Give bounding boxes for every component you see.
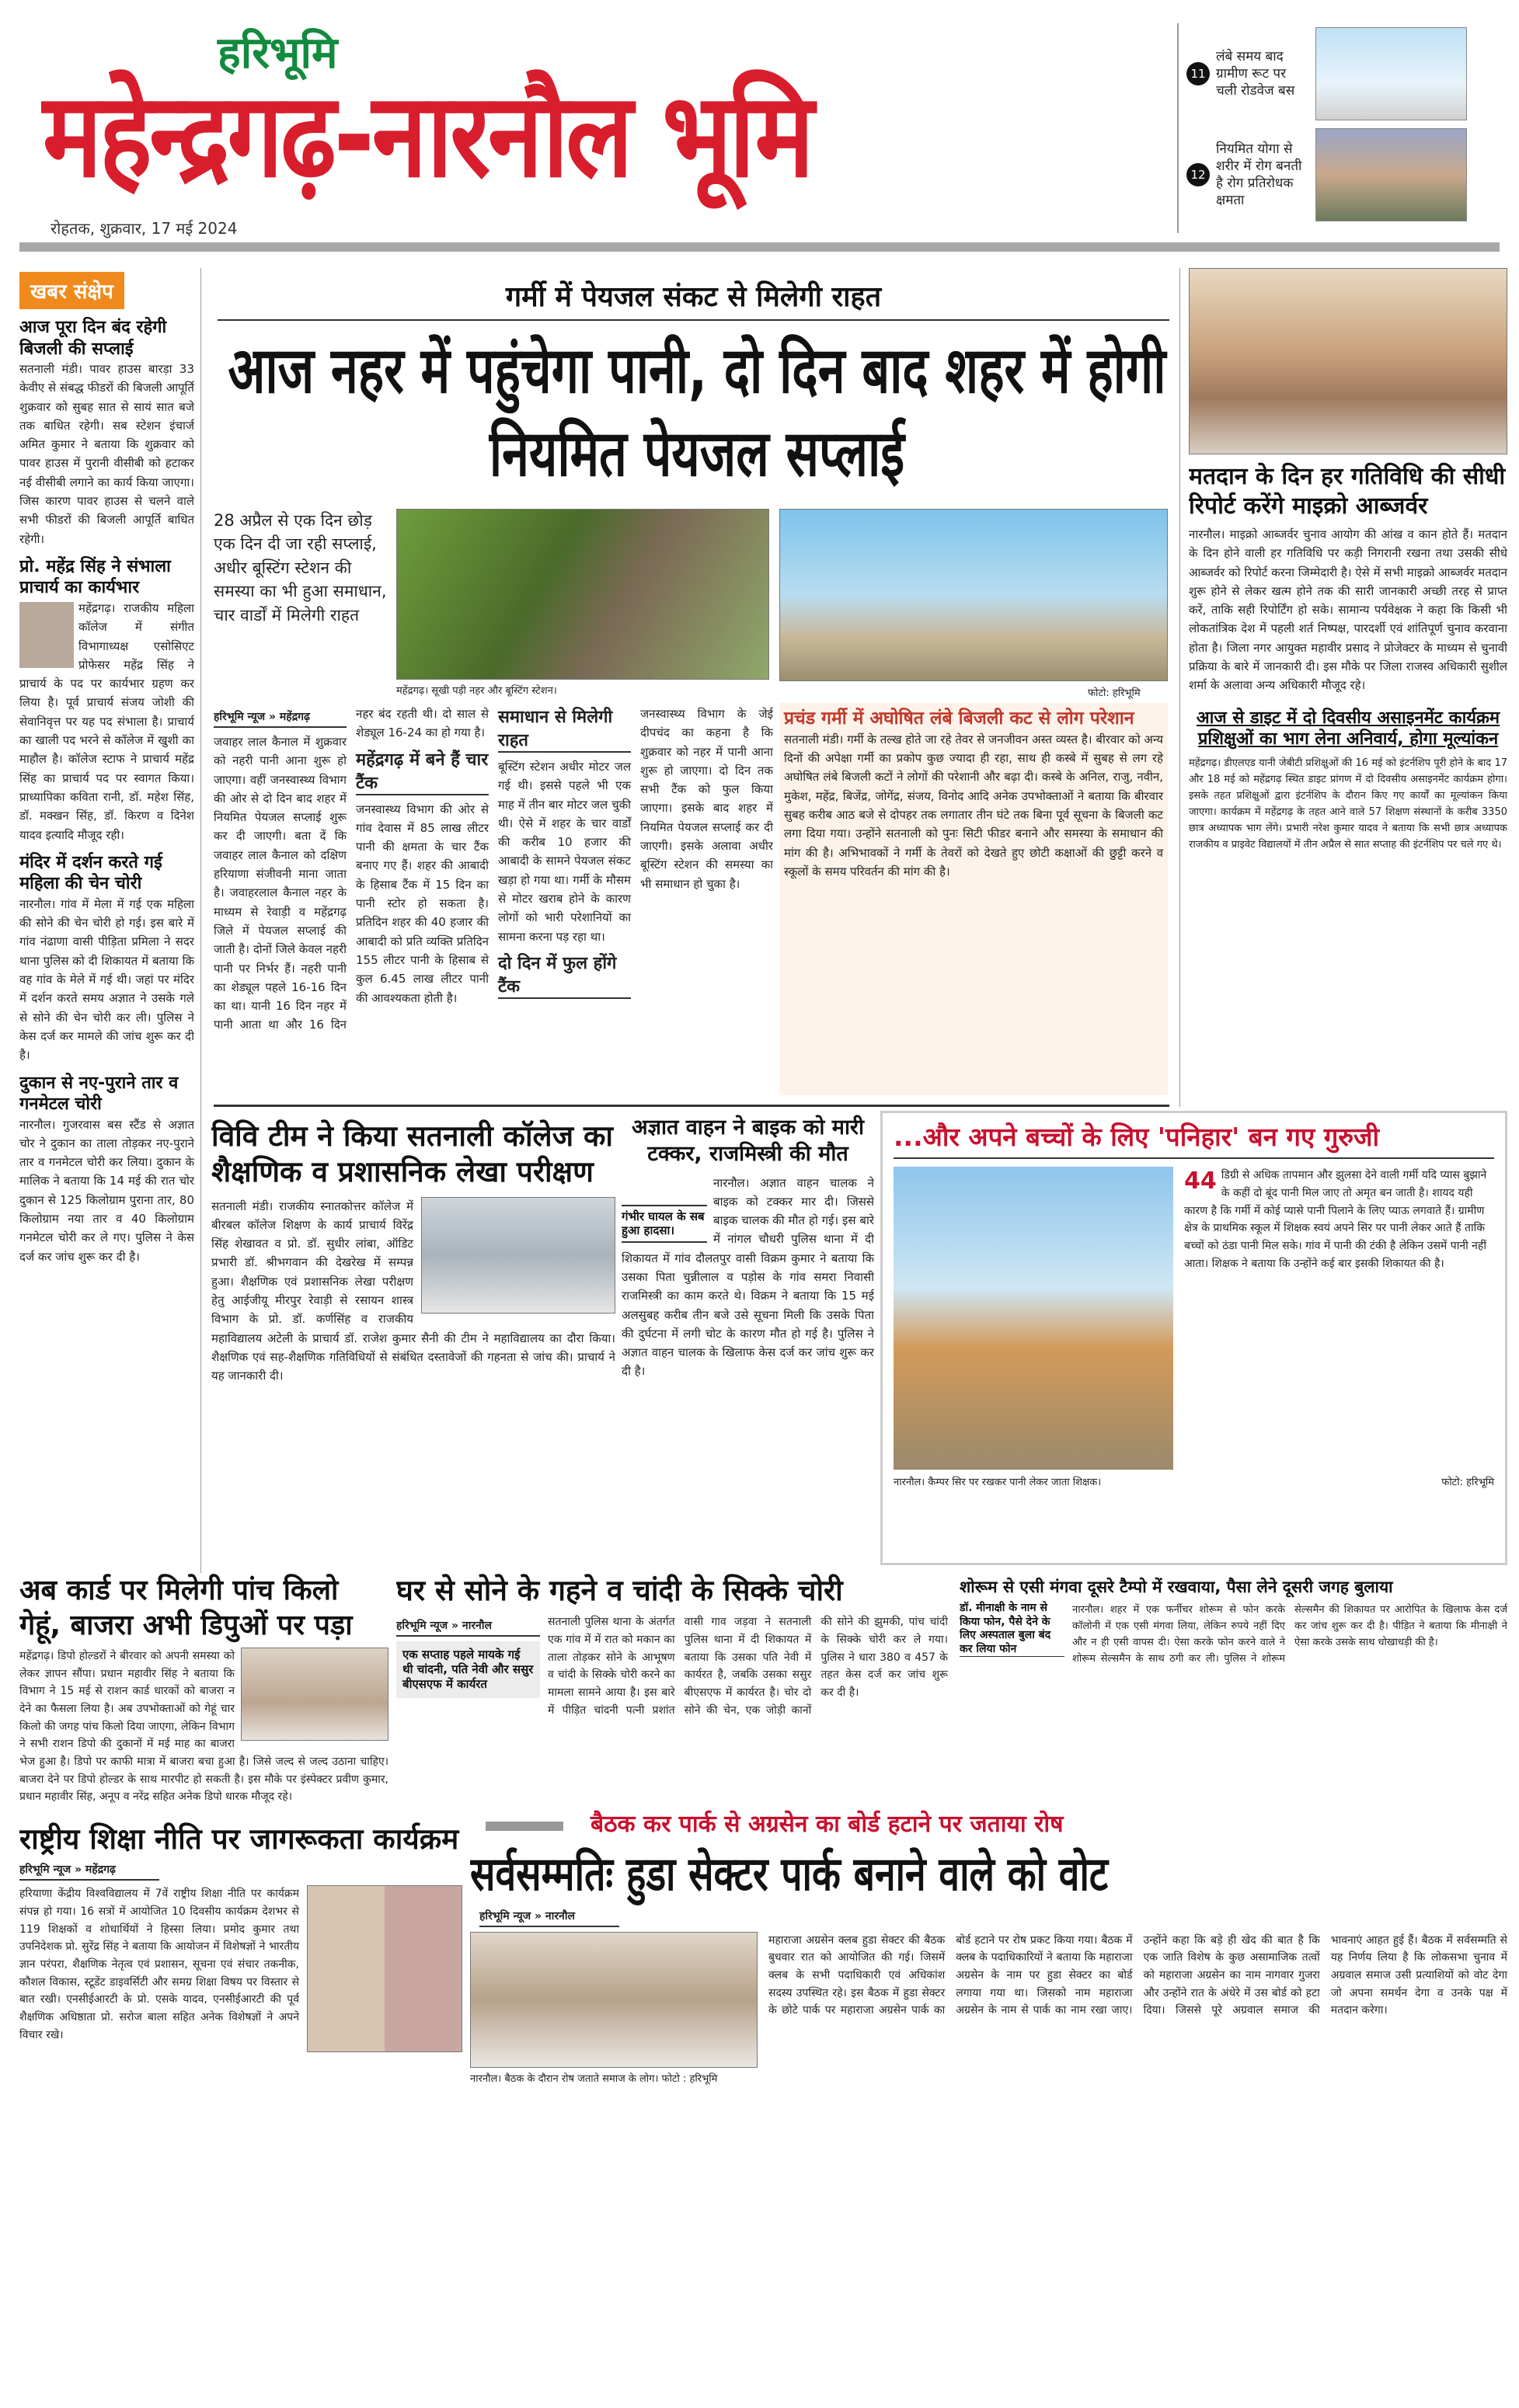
accident-story (622, 1115, 874, 1565)
story-body: महेंद्रगढ़। डिपो होल्डरों ने बीरवार को अपनी समस्या को लेकर ज्ञापन सौंपा। प्रधान महावीर सिंह ने बताया कि विभाग ने 15 मई से राशन कार्ड धारकों को बाजरा न देने का फैसला लिया है। अब उपभोक्ताओं को गेहूं चार किलो की जगह पांच किलो दिया जाएगा, लेकिन विभाग ने सभी राशन डिपो की दुकानों में मई माह का बाजरा भेज हुआ है। डिपो पर काफी मात्रा में बाजरा बचा हुआ है। जिसे जल्द से जल्द उठाना चाहिए। बाजरा देने पर डिपो होल्डर के साथ मारपीट हो सकती है। इस मौके पर इंस्पेक्टर प्रवीण कुमार, प्रधान महावीर सिंह, अनूप व नरेंद्र सहित अनेक डिपो धारक मौजूद रहे। (19, 1650, 388, 1804)
page-number-badge: 11 (1186, 62, 1210, 85)
briefs-column (19, 272, 194, 1569)
story-headline: सर्वसम्मतिः हुडा सेक्टर पार्क बनाने वाले को वोट (470, 1846, 1109, 1902)
byline: हरिभूमि न्यूज » महेंद्रगढ़ (214, 709, 347, 728)
arrow-line (214, 1105, 1169, 1107)
lead-body-text: जनस्वास्थ्य विभाग के जेई दीपचंद का कहना है कि शुक्रवार को नहर में पानी आना शुरू हो जाएगा। दो दिन तक सभी टैंक को फुल किया जाएगा। इसके बाद शहर में नियमित पेयजल सप्लाई कर दी जाएगी। इसके अलावा अधीर बूस्टिंग स्टेशन की समस्या का भी समाधान हो चुका है। (640, 707, 773, 891)
photo-credit: फोटो: हरिभूमि (1441, 1477, 1494, 1489)
brief-headline: मंदिर में दर्शन करते गई महिला की चेन चोरी (19, 852, 162, 894)
lead-body (214, 705, 773, 1039)
page-number-badge: 12 (1186, 163, 1210, 186)
brief-body: नारनौल। गुजरवास बस स्टैंड से अज्ञात चोर ने दुकान का ताला तोड़कर नए-पुराने तार व गनमेटल चोरी कर लिया। दुकान के मालिक ने बताया कि 14 मई की रात चोर दुकान से 125 किलोग्राम पुराना तार, 80 किलोग्राम नया तार व 40 किलोग्राम गनमेटल चोरी कर ले गए। पुलिस ने केस दर्ज कर जांच शुरू कर दी है। (19, 1117, 194, 1264)
promo-item[interactable] (1179, 23, 1507, 124)
training-photo (1189, 268, 1507, 454)
power-cut-story (779, 703, 1168, 1095)
nep-story (19, 1822, 462, 2400)
story-body: डिग्री से अधिक तापमान और झुलसा देने वाली गर्मी यदि प्यास बुझाने के कहीं दो बूंद पानी मिल जाए तो अमृत बन जाती है। शायद यही कारण है कि गर्मी में कोई प्यासे पानी पिलाने के लिए प्याऊ लगवाते हैं। ग्रामीण क्षेत्र के प्राथमिक स्कूल में शिक्षक स्वयं अपने सिर पर पानी लेकर आते हैं ताकि बच्चों को ठंडा पानी मिल सके। गांव में पानी की टंकी है लेकिन उसमें पानी नहीं आता। शिक्षक ने बताया कि उन्होंने कई बार इसकी शिकायत की है। (1184, 1169, 1487, 1270)
canal-photo (396, 509, 769, 680)
divider (200, 268, 201, 1573)
subheading: समाधान से मिलेगी राहत (498, 705, 631, 753)
brief-body: सतनाली मंडी। पावर हाउस बारड़ा 33 केवीए से संबद्ध फीडरों की बिजली आपूर्ति शुक्रवार को सुबह सात से सायं सात बजे तक बाधित रहेगी। सब स्टेशन इंचार्ज अमित कुमार ने बताया कि शुक्रवार को पावर हाउस में पुरानी वीसीबी को हटाकर नई वीसीबी लगाने का कार्य किया जाएगा। जिस कारण पावर हाउस से चलने वाले सभी फीडरों की बिजली आपूर्ति बाधित रहेगी। (19, 362, 194, 546)
meeting-figure (470, 1932, 758, 2085)
lead-kicker: गर्मी में पेयजल संकट से मिलेगी राहत (218, 280, 1169, 321)
story-headline: घर से सोने के गहने व चांदी के सिक्के चोरी (396, 1574, 843, 1607)
person-photo (19, 602, 74, 668)
theft-story (396, 1573, 948, 1818)
ration-story (19, 1573, 388, 1818)
booster-station-photo (779, 509, 1168, 681)
page-title: महेन्द्रगढ़-नारनौल भूमि (43, 68, 812, 204)
story-headline: शोरूम से एसी मंगवा दूसरे टैम्पो में रखवाया, पैसा लेने दूसरी जगह बुलाया (960, 1578, 1393, 1596)
meeting-photo (470, 1932, 758, 2068)
briefs-label: खबर संक्षेप (19, 272, 124, 309)
brief-body: नारनौल। गांव में मेला में गई एक महिला की सोने की चेन चोरी हो गई। इस बारे में गांव नंढाणा वासी पीड़िता प्रमिला ने सदर थाना पुलिस को दी शिकायत में बताया कि वह गांव के मेले में गई थी। जहां पर मंदिर में दर्शन करते समय अज्ञात ने उसके गले से सोने की चेन चोरी कर ली। पुलिस ने केस दर्ज कर मामले की जांच शुरू कर दी है। (19, 896, 194, 1063)
story-body: महाराजा अग्रसेन क्लब हुडा सेक्टर की बैठक बुधवार रात को आयोजित की गई। जिसमें क्लब के सभी पदाधिकारी एवं अधिकांश सदस्य उपस्थित रहे। इस बैठक में हुडा सेक्टर के छोटे पार्क पर महाराजा अग्रसेन पार्क का बोर्ड हटाने पर रोष प्रकट किया गया। बैठक में क्लब के पदाधिकारियों ने बताया कि महाराजा अग्रसेन के नाम पर हुडा सेक्टर का बोर्ड लगाया गया था। जिसको नाम महाराजा अग्रसेन के नाम से पार्क का नाम रखा जाए। उन्होंने कहा कि बड़े ही खेद की बात है कि एक जाति विशेष के कुछ असामाजिक तत्वों को महाराजा अग्रसेन का नाम नागवार गुजरा और उन्होंने रात के अंधेरे में उस बोर्ड को हटा दिया। जिससे पूरे अग्रवाल समाज की भावनाएं आहत हुई हैं। बैठक में सर्वसम्मति से यह निर्णय लिया है कि लोकसभा चुनाव में अग्रवाल समाज उसी प्रत्याशियों को वोट देगा जो अपना समर्थन देगा व उनके पक्ष में मतदान करेगा। (768, 1933, 1507, 2017)
story-body: सतनाली पुलिस थाना के अंतर्गत एक गांव में में रात को मकान का ताला तोड़कर सोने के आभूषण व चांदी के सिक्के चोरी करने का मामला सामने आया है। इस बारे में पीड़ित चांदनी पत्नी प्रशांत वासी गाव जड़वा ने सतनाली पुलिस थाना में दी शिकायत में बताया कि उसका पति नेवी में कार्यरत है, जबकि उसका ससुर बीएसएफ में कार्यरत है। चोर दो सोने की चेन, एक जोड़ी कानों की सोने की झुमकी, पांच चांदी के सिक्के चोरी कर ले गया। पुलिस ने धारा 380 व 457 के तहत केस दर्ज कर जांच शुरू कर दी है। (548, 1616, 948, 1717)
photo-credit: फोटो: हरिभूमि (1088, 687, 1141, 699)
promo-text: लंबे समय बाद ग्रामीण रूट पर चली रोडवेज बस (1216, 48, 1295, 99)
brief-headline: आज पूरा दिन बंद रहेगी बिजली की सप्लाई (19, 318, 167, 359)
photo-caption: नारनौल। बैठक के दौरान रोष जताते समाज के लोग। फोटो : हरिभूमि (470, 2072, 718, 2085)
subheading: महेंद्रगढ़ में बने हैं चार टैंक (356, 747, 489, 795)
story-body: महेंद्रगढ़। डीएलएड यानी जेबीटी प्रशिक्षुओं की 16 मई को इंटर्नशिप पूरी होने के बाद 17 और 18 मई को महेंद्रगढ़ स्थित डाइट प्रांगण में दो दिवसीय असाइनमेंट कार्यक्रम होगा। इसके तहत प्रशिक्षुओं द्वारा इंटर्नशिप के दौरान किए गए कार्यों का मूल्यांकन किया जाएगा। कार्यक्रम में महेंद्रगढ़ के तहत आने वाले 57 शिक्षण संस्थानों के करीब 3350 छात्र अध्यापक भाग लेंगे। प्रभारी नरेश कुमार यादव ने बताया कि सभी छात्र अध्यापक राजकीय व प्राइवेट विद्यालयों में तीन अप्रैल से सात सप्ताह की इंटर्नशिप पर चले गए थे। (1189, 757, 1507, 851)
dateline: रोहतक, शुक्रवार, 17 मई 2024 (51, 219, 238, 238)
highlight-quote: एक सप्ताह पहले मायके गई थी चांदनी, पति नेवी और ससुर बीएसएफ में कार्यरत (396, 1641, 540, 1697)
lead-intro: 28 अप्रैल से एक दिन छोड़ एक दिन दी जा रही सप्लाई, अधीर बूस्टिंग स्टेशन की समस्या का भी हुआ समाधान, चार वार्डों में मिलेगी राहत (214, 511, 387, 625)
right-column-stories (1189, 462, 1507, 1103)
bus-photo (1315, 27, 1467, 120)
story-body: नारनौल। अज्ञात वाहन चालक ने बाइक को टक्कर मार दी। जिससे बाइक चालक की मौत हो गई। इस बारे में नांगल चौधरी पुलिस थाना में दी शिकायत में गांव दौलतपुर वासी विक्रम कुमार ने बताया कि उसका पिता चुन्नीलाल व पड़ोस के गांव समरा निवासी राजमिस्त्री का काम करते थे। विक्रम ने बताया कि 15 मई अलसुबह करीब तीन बजे उसे सूचना मिली कि उसके पिता की दुर्घटना में लगी चोट के कारण मौत हो गई है। पुलिस ने अज्ञात वाहन चालक के खिलाफ केस दर्ज कर जांच शुरू कर दी है। (622, 1175, 874, 1379)
divider (19, 242, 1500, 252)
story-headline: ...और अपने बच्चों के लिए 'पनिहार' बन गए गुरुजी (894, 1121, 1494, 1159)
story-body: नारनौल। शहर में एक फर्नीचर शोरूम से फोन करके कॉलोनी में एक एसी मंगवा लिया, लेकिन रुपये नहीं दिए और न ही एसी वापस दी। ऐसा करके फोन करने वाले ने शोरूम सेल्समैन के साथ ठगी कर ली। पुलिस ने शोरूम सेल्समैन की शिकायत पर आरोपित के खिलाफ केस दर्ज कर जांच शुरू कर दी है। पीड़ित ने बताया कि मीनाक्षी ने ऐसा करके उसके साथ धोखाधड़ी की है। (1072, 1604, 1507, 1665)
story-kicker: बैठक कर पार्क से अग्रसेन का बोर्ड हटाने पर जताया रोष (591, 1811, 1064, 1838)
brief-headline: प्रो. महेंद्र सिंह ने संभाला प्राचार्य का कार्यभार (19, 556, 171, 598)
depot-holders-photo (241, 1648, 388, 1741)
promo-text: नियमित योगा से शरीर में रोग बनती है रोग प्रतिरोधक क्षमता (1216, 141, 1302, 209)
byline: हरिभूमि न्यूज » नारनौल (396, 1618, 540, 1637)
story-body: सतनाली मंडी। राजकीय स्नातकोत्तर कॉलेज में बीरबल कॉलेज शिक्षण के कार्य प्राचार्य विरेंद्र सिंह शेखावत व प्रो. डॉ. सुधीर लांबा, ऑडिट प्रभारी डॉ. श्रीभगवान की देखरेख में सम्पन्न हुआ। शैक्षणिक एवं प्रशासनिक लेखा परीक्षण हेतु आईजीयू मीरपुर रेवाड़ी से रसायन शास्त्र विभाग के प्रो. डॉ. कर्णसिंह व राजकीय महाविद्यालय अटेली के प्राचार्य डॉ. राजेश कुमार सैनी की टीम ने महाविद्यालय का दौरा किया। शैक्षणिक एवं सह-शैक्षणिक गतिविधियों से संबंधित दस्तावेजों की गहनता से जांच की। प्राचार्य ने यह जानकारी दी। (211, 1199, 615, 1383)
canal-figure (396, 509, 769, 697)
temperature-value: 44 (1184, 1167, 1217, 1195)
subheading: दो दिन में फुल होंगे टैंक (498, 951, 631, 999)
story-headline: अज्ञात वाहन ने बाइक को मारी टक्कर, राजमिस्त्री की मौत (632, 1115, 864, 1166)
divider (1179, 268, 1180, 1107)
lead-body-text: बूस्टिंग स्टेशन अधीर मोटर जल गई थी। इससे पहले भी एक माह में तीन बार मोटर जल चुकी थी। ऐसे में शहर के चार वार्डों की करीब 10 हजार की आबादी के सामने पेयजल संकट खड़ा हो गया था। गर्मी के मौसम से मोटर खराब होने के कारण लोगों को भारी परेशानियों का सामना करना पड़ रहा था। (498, 760, 631, 944)
photo-caption: महेंद्रगढ़। सूखी पड़ी नहर और बूस्टिंग स्टेशन। (396, 685, 557, 697)
story-headline: विवि टीम ने किया सतनाली कॉलेज का शैक्षणिक व प्रशासनिक लेखा परीक्षण (211, 1119, 613, 1189)
webinar-screenshot (307, 1885, 462, 2052)
story-body: हरियाणा केंद्रीय विश्वविद्यालय में 7वें राष्ट्रीय शिक्षा नीति पर कार्यक्रम संपन्न हो गया। 16 सत्रों में आयोजित 10 दिवसीय कार्यक्रम देशभर से 119 शिक्षकों व शोधार्थियों ने हिस्सा लिया। प्रमोद कुमार तथा उपनिदेशक प्रो. सुरेंद्र सिंह ने बताया कि आयोजन में विशेषज्ञों ने भारतीय ज्ञान परंपरा, शैक्षणिक नेतृत्व एवं प्रशासन, सूचना एवं संचार तकनीक, कौशल विकास, स्टूडेंट डाइवर्सिटी और समग्र शिक्षा विषय पर विस्तार से बात रखी। एनसीईआरटी के प्रो. एसके यादव, एनसीईआरटी की पूर्व शैक्षणिक अधिष्ठाता प्रो. सरोज बाला सहित अनेक विशेषज्ञों ने अपने विचार रखे। (19, 1888, 299, 2041)
story-headline: मतदान के दिन हर गतिविधि की सीधी रिपोर्ट करेंगे माइक्रो आब्जर्वर (1189, 463, 1506, 520)
park-story (470, 1810, 1507, 2404)
photo-caption: नारनौल। कैम्पर सिर पर रखकर पानी लेकर जाता शिक्षक। (894, 1477, 1102, 1489)
audit-story (211, 1119, 615, 1565)
story-headline: राष्ट्रीय शिक्षा नीति पर जागरूकता कार्यक्रम (19, 1822, 459, 1856)
lead-story (214, 509, 773, 1101)
lead-body-text: जनस्वास्थ्य विभाग की ओर से गांव देवास में 85 लाख लीटर पानी की क्षमता के चार टैंक बनाए गए हैं। शहर की आबादी के हिसाब टैंक में 15 दिन का पानी स्टोर हो सकता है। प्रतिदिन शहर की 40 हजार की आबादी को प्रति व्यक्ति प्रतिदिन 155 लीटर पानी के हिसाब से कुल 6.45 लाख लीटर पानी की आवश्यकता होती है। (356, 802, 489, 1005)
brief-headline: दुकान से नए-पुराने तार व गनमेटल चोरी (19, 1073, 179, 1114)
lead-headline: आज नहर में पहुंचेगा पानी, दो दिन बाद शहर में होगी नियमित पेयजल सप्लाई (228, 334, 1166, 491)
story-body: नारनौल। माइक्रो आब्जर्वर चुनाव आयोग की आंख व कान होते हैं। मतदान के दिन होने वाली हर गतिविधि पर कड़ी निगरानी रखना तथा उसकी सीधे आब्जर्वर को रिपोर्ट करना जिम्मेदारी है। ऐसे में सभी माइक्रो आब्जर्वर मतदान शुरू होने से लेकर खत्म होने तक की सारी जानकारी अच्छी तरह से प्राप्त करें, ताकि सही रिपोर्टिंग हो सके। सामान्य पर्यवेक्षक ने कहा कि किसी भी लोकतांत्रिक देश में पहली शर्त निष्पक्ष, पारदर्शी एवं शांतिपूर्ण चुनाव करवाना होता है। जिला नगर आयुक्त महावीर प्रसाद ने प्रोजेक्टर के माध्यम से चुनावी प्रक्रिया के बारे में जानकारी दी। इस मौके पर जिला राजस्व अधिकारी सुशील शर्मा के अलावा अन्य अधिकारी मौजूद रहे। (1189, 527, 1507, 693)
story-headline: अब कार्ड पर मिलेगी पांच किलो गेहूं, बाजरा अभी डिपुओं पर पड़ा (19, 1575, 353, 1641)
brief-body: महेंद्रगढ़। राजकीय महिला कॉलेज में संगीत विभागाध्यक्ष एसोसिएट प्रोफेसर महेंद्र सिंह ने प्राचार्य के पद पर कार्यभार ग्रहण कर लिया है। पूर्व प्राचार्य संजय जोशी की सेवानिवृत्त पर यह पद संभाला है। प्राचार्य का खाली पद भरने से कॉलेज में खुशी का माहौल है। कॉलेज स्टाफ ने प्राचार्य महेंद्र सिंह का प्राचार्य पद पर स्वागत किया। प्राध्यापिका कविता रानी, डॉ. महेश सिंह, डॉ. मक्खन सिंह, डॉ. किरण व दिनेश यादव इत्यादि मौजूद रही। (19, 600, 194, 842)
yoga-photo (1315, 128, 1467, 221)
byline: हरिभूमि न्यूज » महेंद्रगढ़ (19, 1862, 159, 1881)
byline: हरिभूमि न्यूज » नारनौल (479, 1909, 619, 1927)
highlight-quote: डॉ. मीनाक्षी के नाम से किया फोन, पैसे देने के लिए अस्पताल बुला बंद कर लिया फोन (960, 1602, 1064, 1657)
promo-item[interactable] (1179, 124, 1507, 225)
panihar-story (880, 1111, 1507, 1565)
teacher-photo (894, 1167, 1173, 1470)
showroom-story (960, 1577, 1507, 1818)
promo-box (1177, 23, 1507, 233)
brand-logo: हरिभूमि (218, 28, 338, 78)
lead-body-text: जवाहर लाल कैनाल में शुक्रवार को नहरी पानी आना शुरू हो जाएगा। वहीं जनस्वास्थ्य विभाग की ओर से दो दिन बाद शहर में नियमित पेयजल सप्लाई शुरू कर दी जाएगी। बता दें कि जवाहर लाल कैनाल को दक्षिण हरियाणा संजीवनी माना जाता है। जवाहरलाल कैनाल नहर के माध्यम से रेवाड़ी व महेंद्रगढ़ जिले में पेयजल सप्लाई की जाती है। दोनों जिले केवल नहरी पानी पर निर्भर हैं। नहरी पानी का शेड्यूल पहले 16-16 दिन का था। यानी 16 दिन नहर में पानी आता था और 16 दिन नहर बंद रहती थी। दो साल से शेड्यूल 16-24 का हो गया है। (214, 707, 489, 1032)
story-headline: प्रचंड गर्मी में अघोषित लंबे बिजली कट से लोग परेशान (784, 708, 1134, 729)
story-headline: आज से डाइट में दो दिवसीय असाइनमेंट कार्यक्रम प्रशिक्षुओं का भाग लेना अनिवार्य, होगा मूल्यांकन (1196, 708, 1500, 750)
audit-photo (421, 1197, 615, 1314)
story-body: सतनाली मंडी। गर्मी के तल्ख होते जा रहे तेवर से जनजीवन अस्त व्यस्त है। बीरवार को अन्य दिनों की अपेक्षा गर्मी का प्रकोप कुछ ज्यादा ही रहा, साथ ही कस्बे में सुबह से लग रहे अघोषित लंबे बिजली कटों ने लोगों की परेशानी और बढ़ा दी। कस्बे के अनिल, राजु, नवीन, मुकेश, महेंद्र, बिजेंद्र, जोगेंद्र, संजय, विनोद आदि अनेक उपभोक्ताओं ने बताया कि बीरवार सुबह करीब आठ बजे से दोपहर तक लगातार तीन घंटे तक बिना पूर्व सूचना के बिजली कट लगा दिया गया। उन्होंने सतनाली को पुनः सिटी फीडर बनाने और समस्या के समाधान की मांग की है। अभिभावकों ने गर्मी के तेवरों को देखते हुए छोटी कक्षाओं की छुट्टी करने व स्कूलों के समय परिवर्तन की मांग की है। (784, 732, 1163, 879)
highlight-quote: गंभीर घायल के सब हुआ हादसा। (622, 1205, 707, 1244)
